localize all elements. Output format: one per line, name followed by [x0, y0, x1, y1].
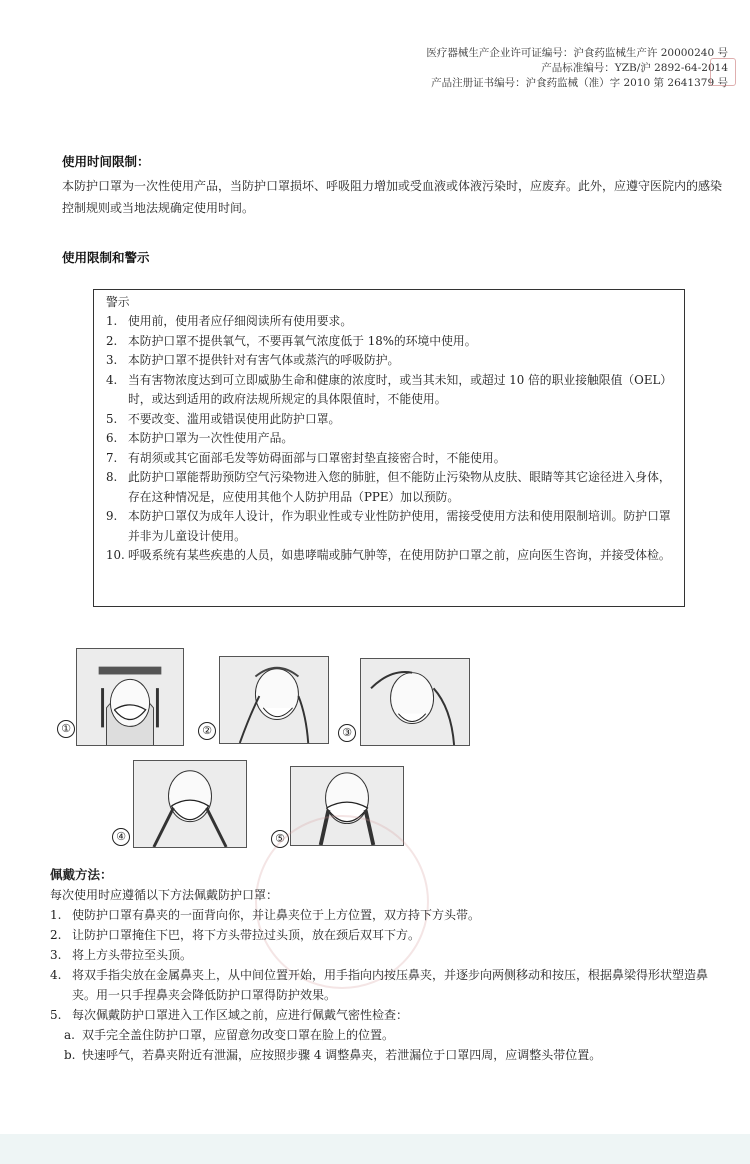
seal-check-substeps: [50, 1025, 720, 1065]
wearing-step: [50, 925, 720, 945]
wearing-step-number: 1.: [50, 908, 62, 922]
warning-item: [106, 546, 672, 566]
warning-box: [93, 289, 685, 607]
wearing-substep-text: 双手完全盖住防护口罩，应留意勿改变口罩在脸上的位置。: [82, 1028, 395, 1042]
wearing-substep-text: 快速呼气，若鼻夹附近有泄漏，应按照步骤 4 调整鼻夹，若泄漏位于口罩四周，应调整头带位置。: [82, 1048, 602, 1062]
wearing-step: [50, 905, 720, 925]
warning-item-text: 本防护口罩不提供氧气，不要再氧气浓度低于 18%的环境中使用。: [128, 333, 477, 348]
wearing-step: [50, 1005, 720, 1025]
registration-header: [426, 46, 728, 91]
wearing-step-text: 使防护口罩有鼻夹的一面背向你，并让鼻夹位于上方位置，双方持下方头带。: [72, 908, 481, 922]
warning-item-number: 2.: [106, 333, 118, 348]
warning-item-number: 4.: [106, 372, 118, 387]
warning-item-text: 当有害物浓度达到可立即威胁生命和健康的浓度时，或当其未知，或超过 10 倍的职业接触限值（OEL）时，或达到适用的政府法规所规定的具体限值时，不能使用。: [128, 372, 667, 406]
figure-step-1: [76, 648, 184, 746]
figure-step-4: [133, 760, 247, 848]
wearing-steps: [50, 905, 720, 1025]
figure-step-3: [360, 658, 470, 746]
wearing-step-number: 4.: [50, 968, 62, 982]
wearing-step-number: 3.: [50, 948, 62, 962]
wearing-heading: 佩戴方法：: [50, 867, 113, 882]
warning-item-number: 5.: [106, 411, 118, 426]
top-strap-illustration: [361, 659, 469, 745]
wearing-substep-number: a.: [64, 1028, 75, 1042]
wearing-step: [50, 965, 720, 1005]
warning-list: [106, 312, 672, 566]
warning-item: [106, 449, 672, 469]
figure-label-1: ①: [57, 720, 75, 738]
warning-item-text: 使用前，使用者应仔细阅读所有使用要求。: [128, 314, 353, 328]
warning-item: [106, 312, 672, 332]
pull-strap-illustration: [220, 657, 328, 743]
standard-number: 产品标准编号：YZB/沪 2892-64-2014: [541, 62, 728, 74]
registration-number: 产品注册证书编号：沪食药监械（准）字 2010 第 2641379 号: [431, 77, 728, 89]
wearing-step-number: 2.: [50, 928, 62, 942]
warning-item: [106, 371, 672, 410]
warning-item-number: 6.: [106, 431, 118, 445]
warning-item: [106, 351, 672, 371]
warning-item-number: 3.: [106, 353, 118, 367]
usage-time-text: 本防护口罩为一次性使用产品，当防护口罩损坏、呼吸阻力增加或受血液或体液污染时，应废弃。此外，应遵守医院内的感染控制规则或当地法规确定使用时间。: [62, 179, 723, 215]
wearing-step-number: 5.: [50, 1008, 62, 1022]
warning-title: 警示: [106, 295, 130, 309]
warning-item-text: 呼吸系统有某些疾患的人员，如患哮喘或肺气肿等，在使用防护口罩之前，应向医生咨询，并接受体检。: [128, 548, 671, 562]
wearing-step-text: 让防护口罩掩住下巴，将下方头带拉过头顶，放在颈后双耳下方。: [72, 928, 421, 942]
warning-item: [106, 507, 672, 546]
warning-item-text: 此防护口罩能帮助预防空气污染物进入您的肺脏，但不能防止污染物从皮肤、眼睛等其它途径进入身体，存在这种情况是，应使用其他个人防护用品（PPE）加以预防。: [128, 470, 671, 504]
warning-item-number: 8.: [106, 470, 118, 484]
warning-item: [106, 332, 672, 352]
warning-item: [106, 468, 672, 507]
warning-item-number: 1.: [106, 314, 118, 328]
mask-hold-illustration: [77, 649, 183, 745]
warning-item-text: 本防护口罩仅为成年人设计，作为职业性或专业性防护使用，需接受使用方法和使用限制培训。防护口罩并非为儿童设计使用。: [128, 509, 671, 543]
wearing-step-text: 每次佩戴防护口罩进入工作区域之前，应进行佩戴气密性检查：: [72, 1008, 409, 1022]
wearing-step-text: 将双手指尖放在金属鼻夹上，从中间位置开始，用手指向内按压鼻夹，并逐步向两侧移动和按压，根据鼻梁得形状塑造鼻夹。用一只手捏鼻夹会降低防护口罩得防护效果。: [72, 968, 709, 1002]
nose-clip-illustration: [134, 761, 246, 847]
usage-time-heading: 使用时间限制：: [62, 154, 150, 169]
warning-item-text: 不要改变、滥用或错误使用此防护口罩。: [128, 411, 341, 426]
wearing-substep: [50, 1045, 720, 1065]
wearing-substep: [50, 1025, 720, 1045]
wearing-intro: 每次使用时应遵循以下方法佩戴防护口罩：: [50, 888, 279, 902]
warning-item-number: 10.: [106, 548, 125, 562]
figure-label-5: ⑤: [271, 830, 289, 848]
wearing-step: [50, 945, 720, 965]
wearing-substep-number: b.: [64, 1048, 76, 1062]
warning-item: [106, 410, 672, 430]
license-number: 医疗器械生产企业许可证编号：沪食药监械生产许 20000240 号: [426, 47, 728, 59]
figure-label-3: ③: [338, 724, 356, 742]
warning-item: [106, 429, 672, 449]
warning-item-text: 本防护口罩为一次性使用产品。: [128, 431, 294, 445]
red-stamp-mark: [710, 58, 736, 86]
figure-label-4: ④: [112, 828, 130, 846]
warning-item-number: 9.: [106, 509, 118, 523]
warning-item-number: 7.: [106, 450, 118, 465]
page-bottom-band: [0, 1134, 750, 1164]
figure-step-2: [219, 656, 329, 744]
wearing-instructions: [50, 865, 720, 1065]
warning-item-text: 有胡须或其它面部毛发等妨碍面部与口罩密封垫直接密合时，不能使用。: [128, 450, 506, 465]
warning-item-text: 本防护口罩不提供针对有害气体或蒸汽的呼吸防护。: [128, 353, 400, 367]
wearing-step-text: 将上方头带拉至头顶。: [72, 948, 193, 962]
restrictions-heading: 使用限制和警示: [62, 250, 150, 265]
figure-label-2: ②: [198, 722, 216, 740]
